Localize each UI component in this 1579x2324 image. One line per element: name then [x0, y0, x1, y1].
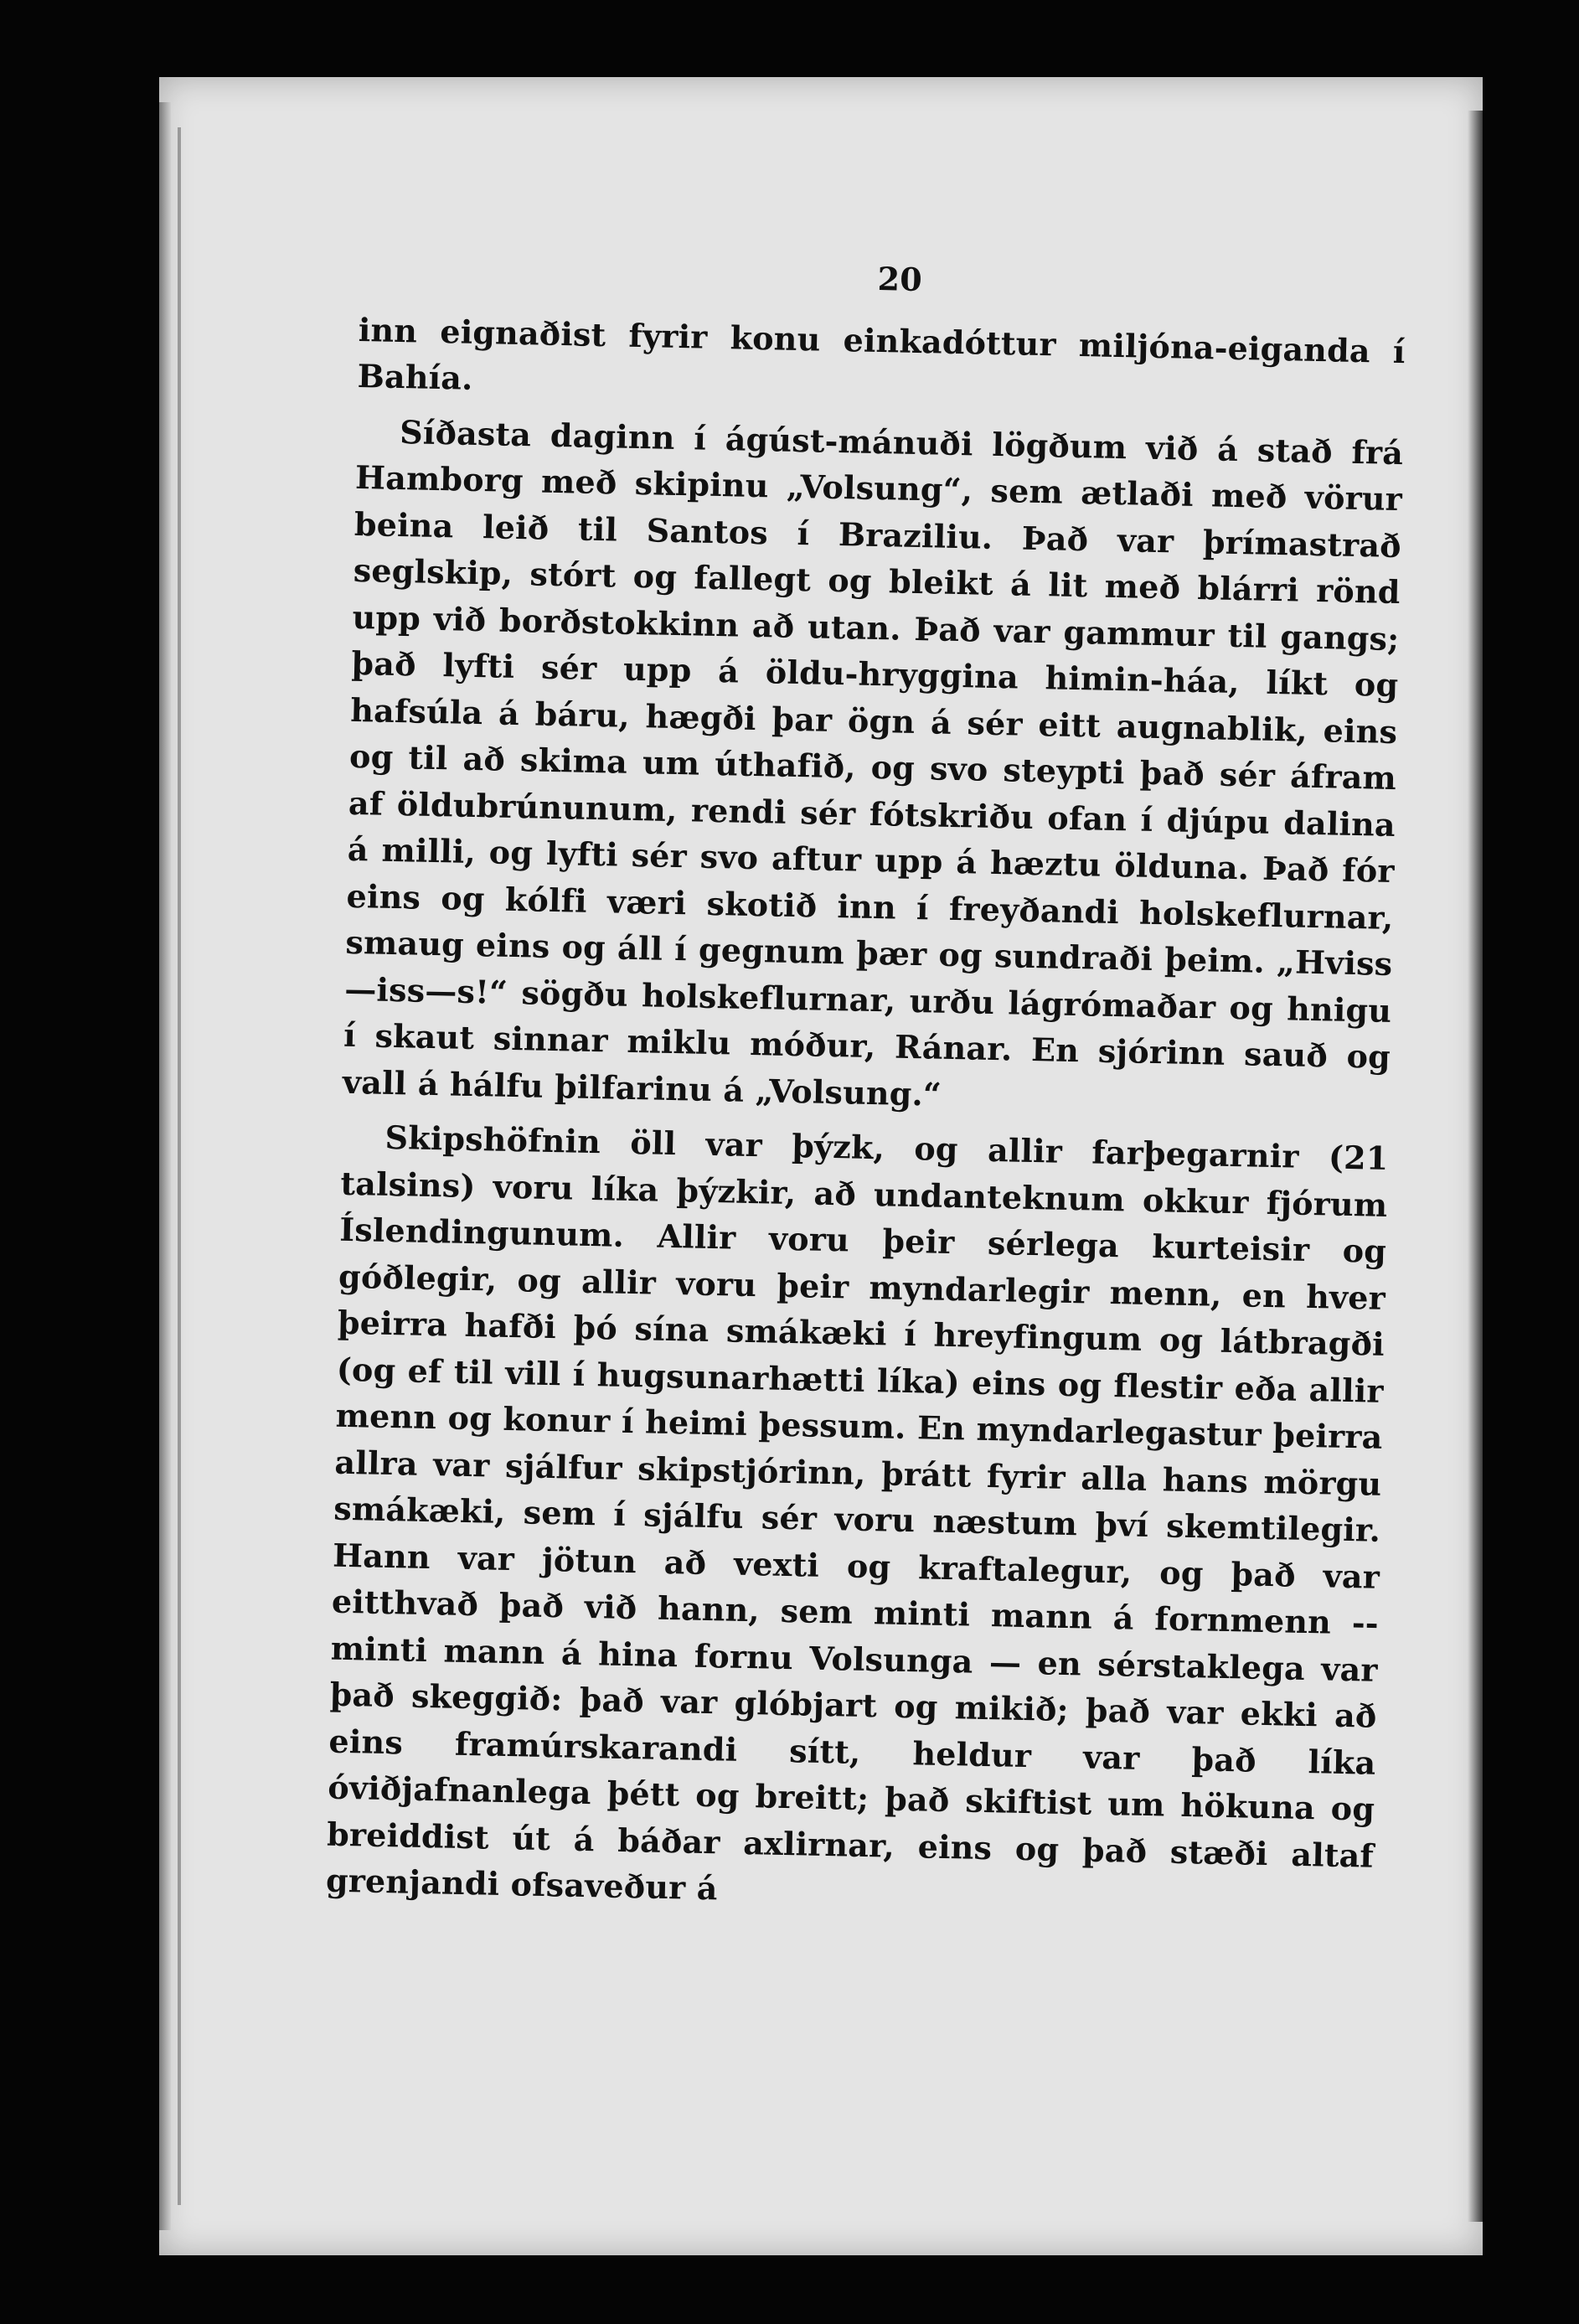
book-page	[159, 77, 1483, 2255]
page-edge-right	[1468, 111, 1483, 2222]
page-number: 20	[877, 259, 923, 299]
page-edge-left	[159, 102, 171, 2230]
page-text-block	[326, 245, 1407, 1925]
paragraph-3: Skipshöfnin öll var þýzk, og allir farþegarnir (21 talsins) voru líka þýzkir, að undanteknum okkur fjórum Íslendingunum. Allir voru þeir sérlega kurteisir og góðlegir, og allir voru þeir myndarlegir menn, en hver þeirra hafði þó sína smákæki í hreyfingum og látbragði (og ef til vill í hugsunarhætti líka) eins og flestir eða allir menn og konur í heimi þessum. En myndarlegastur þeirra allra var sjálfur skipstjórinn, þrátt fyrir alla hans mörgu smákæki, sem í sjálfu sér voru næstum því skemtilegir. Hann var jötun að vexti og kraftalegur, og það var eitthvað það við hann, sem minti mann á fornmenn -- minti mann á hina fornu Volsunga — en sérstaklega var það skeggið: það var glóbjart og mikið; það var ekki að eins framúrskarandi sítt, heldur var það líka óviðjafnanlega þétt og breitt; það skiftist um hökuna og breiddist út á báðar axlirnar, eins og það stæði altaf grenjandi ofsaveður á	[325, 1118, 1389, 1908]
paragraph-2: Síðasta daginn í ágúst-mánuði lögðum við á stað frá Hamborg með skipinu „Volsung“, sem ætlaði með vörur beina leið til Santos í Braziliu. Það var þrímastrað seglskip, stórt og fallegt og bleikt á lit með blárri rönd upp við borðstokkinn að utan. Það var gammur til gangs; það lyfti sér upp á öldu-hryggina himin-háa, líkt og hafsúla á báru, hægði þar ögn á sér eitt augnablik, eins og til að skima um úthafið, og svo steypti það sér áfram af öldubrúnunum, rendi sér fótskriðu ofan í djúpu dalina á milli, og lyfti sér svo aftur upp á hæztu ölduna. Það fór eins og kólfi væri skotið inn í freyðandi holskeflurnar, smaug eins og áll í gegnum þær og sundraði þeim. „Hviss—iss—s!“ sögðu holskeflurnar, urðu lágrómaðar og hnigu í skaut sinnar miklu móður, Ránar. En sjórinn sauð og vall á hálfu þilfarinu á „Volsung.“	[342, 412, 1404, 1113]
paragraph-1: inn eignaðist fyrir konu einkadóttur miljóna-eiganda í Bahía.	[357, 310, 1406, 397]
page-gutter-line	[178, 127, 181, 2205]
